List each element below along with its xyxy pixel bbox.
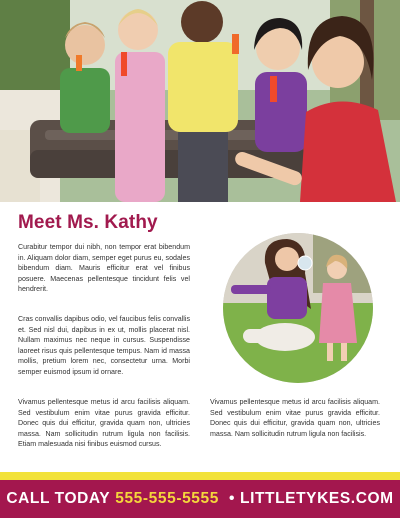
page-title: Meet Ms. Kathy <box>18 212 158 233</box>
footer-accent-strip <box>0 472 400 480</box>
cta-phone-number[interactable]: 555-555-5555 <box>115 490 219 507</box>
call-to-action-bar <box>0 480 400 518</box>
hero-photo <box>0 0 400 202</box>
body-paragraph-2: Cras convallis dapibus odio, vel faucibus felis convallis et. Sed nisl dui, dapibus in ex ut, mollis placerat nisl. Nullam maximus nec neque in cursus. Suspendisse laoreet risus quis pellentesque tempus. Nam id massa mollis, pretium lorem nec, consectetur urna. Morbi semper euismod ipsum id ornare. <box>18 315 190 376</box>
circle-photo <box>223 233 373 383</box>
cta-lead-text: CALL TODAY <box>6 490 111 507</box>
body-paragraph-3: Vivamus pellentesque metus id arcu facilisis aliquam. Sed vestibulum enim vitae purus gravida efficitur. Donec quis dui efficitur, gravida quam non, ultricies massa. Nam sollicitudin rutrum ligula non facilisis. Etiam malesuada nisi finibus euismod cursus. <box>18 398 190 449</box>
body-paragraph-1: Curabitur tempor dui nibh, non tempor erat bibendum in. Aliquam dolor diam, semper eget purus eu, sodales bibendum diam. Mauris efficitur erat vel finibus posuere. Maecenas pellentesque tincidunt felis vel hendrerit. <box>18 243 190 294</box>
cta-website-link[interactable]: LITTLETYKES.COM <box>240 490 394 507</box>
body-paragraph-4: Vivamus pellentesque metus id arcu facilisis aliquam. Sed vestibulum enim vitae purus gravida efficitur. Donec quis dui efficitur, gravida quam non, ultricies massa. Nam sollicitudin rutrum ligula non facilisis. <box>210 398 380 438</box>
cta-separator: • <box>228 490 235 507</box>
